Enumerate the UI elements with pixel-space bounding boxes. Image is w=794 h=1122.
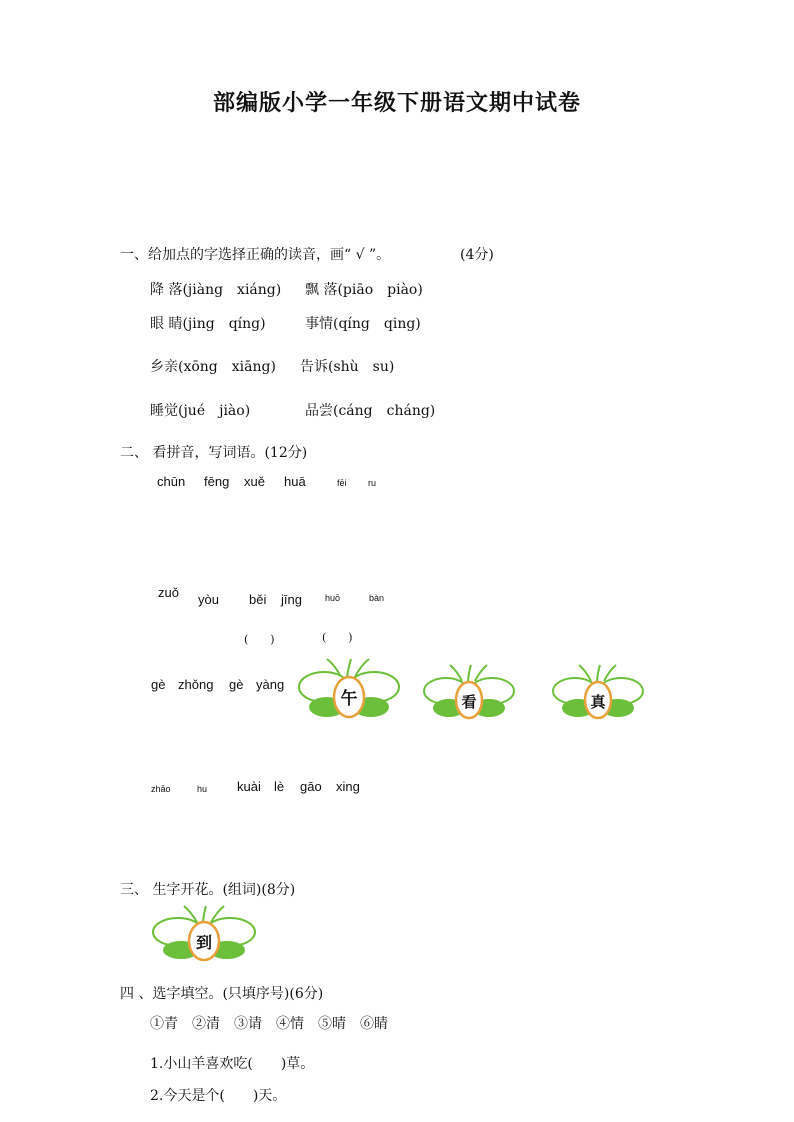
answer-parens: ( ) — [322, 631, 353, 644]
s1-row1-a: 降 落(jiàng xiáng) — [150, 282, 282, 298]
butterfly-flower — [422, 663, 516, 721]
butterfly-char: 看 — [461, 693, 477, 711]
pinyin: fēng — [204, 474, 230, 489]
pinyin: gè — [151, 677, 166, 692]
s1-row3-a: 乡亲(xōng xiāng) — [150, 359, 276, 375]
s1-row4-a: 睡觉(jué jiào) — [150, 403, 251, 419]
pinyin: lè — [274, 779, 285, 794]
answer-parens: ( ) — [244, 633, 275, 646]
pinyin: zuǒ — [158, 585, 179, 600]
s1-row3-b: 告诉(shù su) — [300, 359, 395, 375]
pinyin: huā — [284, 474, 306, 489]
s1-row2-b: 事情(qíng qing) — [305, 316, 421, 332]
section-1-heading: 一、给加点的字选择正确的读音，画“ √ ”。 — [120, 247, 391, 263]
pinyin: xing — [336, 779, 360, 794]
pinyin: kuài — [237, 779, 261, 794]
pinyin-small: fēi — [337, 478, 347, 488]
pinyin: gāo — [300, 779, 322, 794]
section-3-heading: 三、 生字开花。(组词)(8分) — [120, 882, 296, 898]
pinyin: chūn — [157, 474, 186, 489]
page-title: 部编版小学一年级下册语文期中试卷 — [212, 91, 581, 116]
pinyin: yàng — [256, 677, 285, 692]
pinyin: běi — [249, 592, 267, 607]
butterfly-flower — [297, 657, 401, 721]
pinyin: zhǒng — [178, 677, 214, 692]
pinyin-small: ru — [368, 478, 377, 488]
pinyin-small: bàn — [369, 593, 385, 603]
butterfly-char: 真 — [590, 693, 606, 711]
pinyin-small: huō — [325, 593, 341, 603]
s1-row4-b: 品尝(cáng cháng) — [305, 403, 436, 419]
section-1-score: (4分) — [460, 247, 494, 263]
s1-row1-b: 飘 落(piāo piào) — [305, 282, 423, 298]
butterfly-flower — [551, 663, 645, 721]
pinyin-small: hu — [197, 784, 208, 794]
pinyin-small: zhāo — [151, 784, 171, 794]
s1-row2-a: 眼 睛(jing qíng) — [150, 316, 266, 332]
section-4-heading: 四 、选字填空。(只填序号)(6分) — [120, 986, 324, 1002]
section-2-heading: 二、 看拼音，写词语。(12分) — [120, 445, 308, 461]
pinyin: yòu — [198, 592, 219, 607]
butterfly-flower — [151, 904, 257, 964]
question-1: 1.小山羊喜欢吃( )草。 — [150, 1056, 315, 1072]
pinyin: xuě — [244, 474, 265, 489]
butterfly-char: 午 — [340, 689, 358, 709]
question-2: 2.今天是个( )天。 — [150, 1088, 287, 1104]
options-list: ①青 ②清 ③请 ④情 ⑤晴 ⑥睛 — [150, 1016, 388, 1032]
pinyin: gè — [229, 677, 244, 692]
pinyin: jīng — [281, 592, 302, 607]
butterfly-char: 到 — [195, 933, 213, 952]
